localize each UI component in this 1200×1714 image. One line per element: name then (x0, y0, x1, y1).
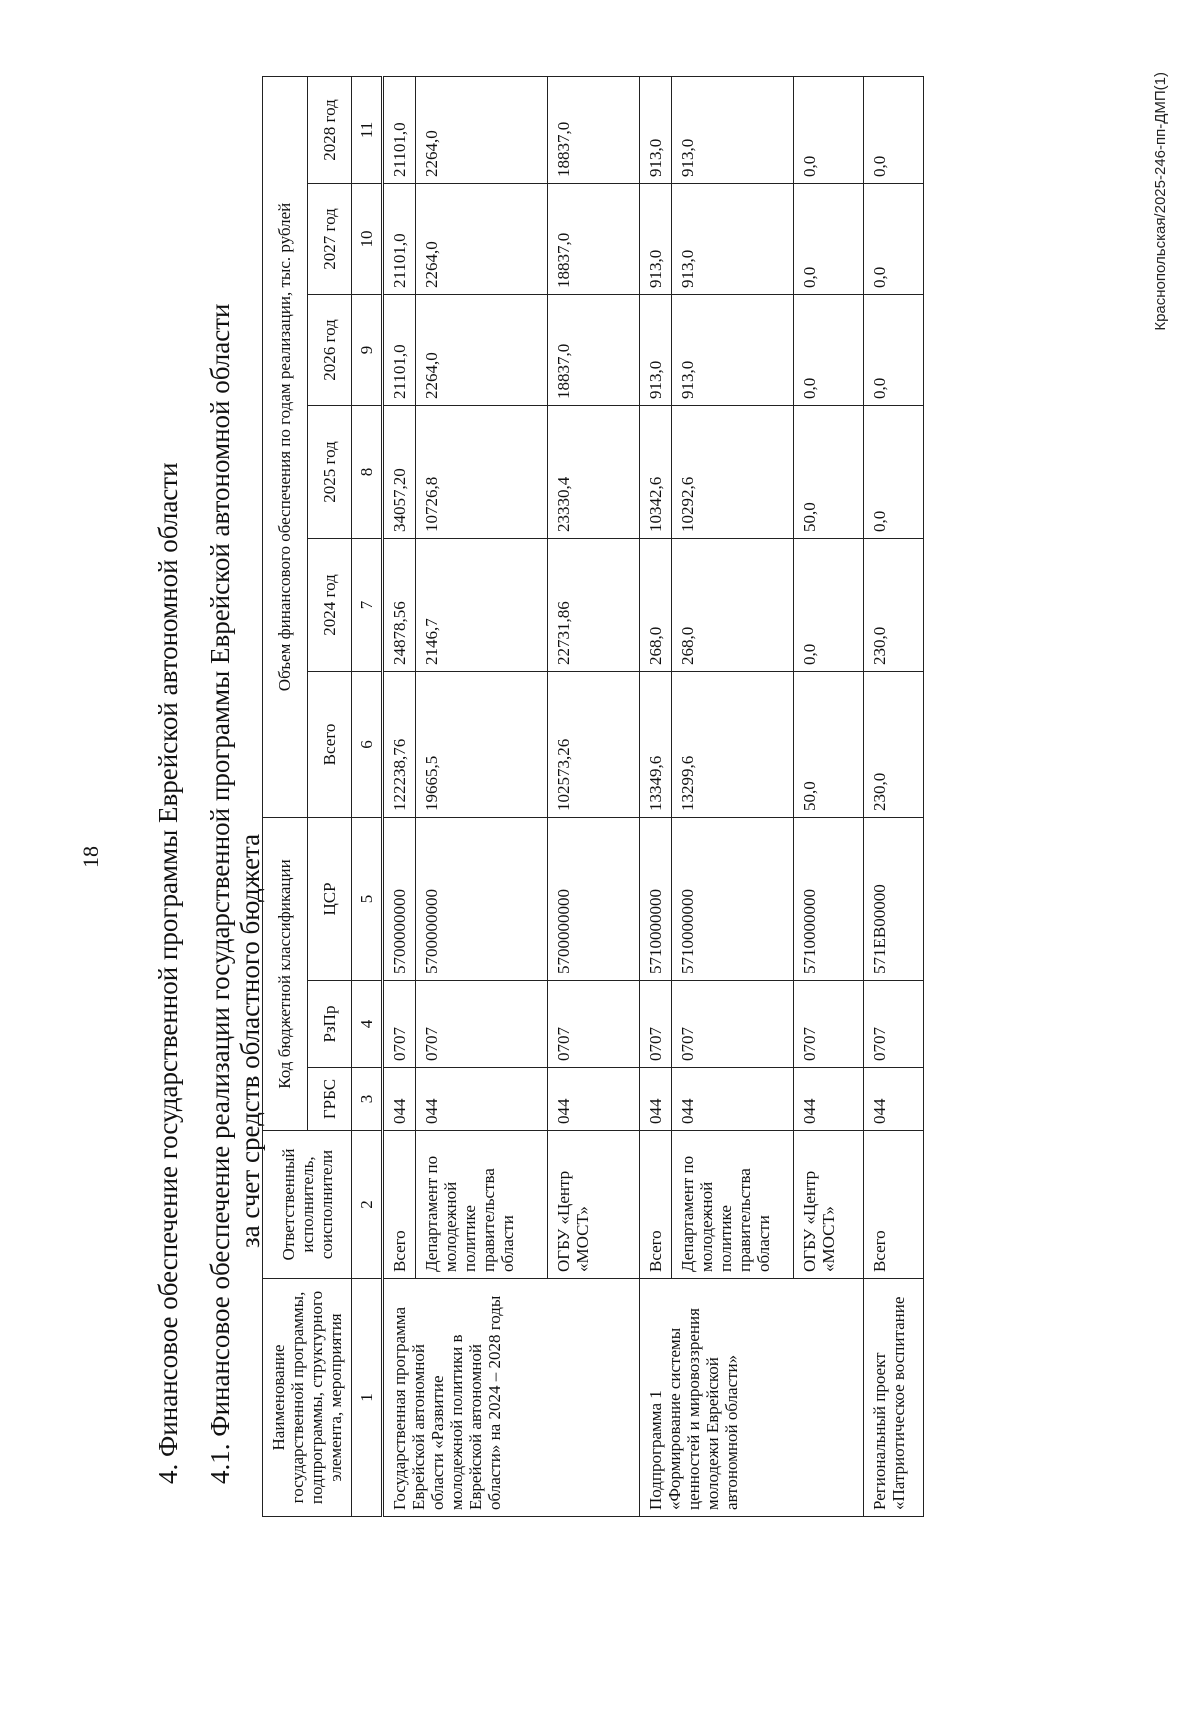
y2027-cell: 0,0 (794, 183, 864, 294)
y2027-cell: 0,0 (864, 183, 924, 294)
financing-table (262, 76, 924, 1517)
y2026-cell: 2264,0 (416, 294, 548, 405)
y2026-cell: 913,0 (672, 294, 794, 405)
responsible-cell: Департамент по молодежной политике правительства области (416, 1131, 548, 1279)
total-cell: 122238,76 (383, 671, 416, 817)
y2025-cell: 10342,6 (640, 405, 672, 538)
header-2026: 2026 год (307, 294, 352, 405)
header-2025: 2025 год (307, 405, 352, 538)
csr-cell: 5710000000 (672, 817, 794, 980)
total-cell: 50,0 (794, 671, 864, 817)
y2024-cell: 2146,7 (416, 538, 548, 671)
y2027-cell: 913,0 (640, 183, 672, 294)
header-2024: 2024 год (307, 538, 352, 671)
y2026-cell: 18837,0 (548, 294, 640, 405)
y2025-cell: 23330,4 (548, 405, 640, 538)
grbs-cell: 044 (672, 1068, 794, 1131)
y2027-cell: 913,0 (672, 183, 794, 294)
rzpr-cell: 0707 (383, 981, 416, 1068)
column-number-row (352, 76, 383, 1516)
total-cell: 102573,26 (548, 671, 640, 817)
csr-cell: 5700000000 (548, 817, 640, 980)
y2027-cell: 18837,0 (548, 183, 640, 294)
grbs-cell: 044 (640, 1068, 672, 1131)
grbs-cell: 044 (383, 1068, 416, 1131)
y2027-cell: 2264,0 (416, 183, 548, 294)
section-heading: 4. Финансовое обеспечение государственной программы Еврейской автономной области (153, 462, 183, 1484)
y2025-cell: 10292,6 (672, 405, 794, 538)
program-name-cell: Подпрограмма 1 «Формирование системы ценностей и мировоззрения молодежи Еврейской автономной области» (640, 1279, 864, 1517)
y2024-cell: 230,0 (864, 538, 924, 671)
grbs-cell: 044 (548, 1068, 640, 1131)
y2026-cell: 0,0 (794, 294, 864, 405)
csr-cell: 5710000000 (794, 817, 864, 980)
grbs-cell: 044 (794, 1068, 864, 1131)
header-2027: 2027 год (307, 183, 352, 294)
header-csr: ЦСР (307, 817, 352, 980)
header-2028: 2028 год (307, 76, 352, 183)
y2028-cell: 913,0 (640, 76, 672, 183)
y2025-cell: 34057,20 (383, 405, 416, 538)
csr-cell: 5700000000 (383, 817, 416, 980)
total-cell: 13299,6 (672, 671, 794, 817)
col-number: 11 (352, 76, 383, 183)
y2024-cell: 0,0 (794, 538, 864, 671)
page-number: 18 (78, 846, 103, 868)
responsible-cell: Департамент по молодежной политике правительства области (672, 1131, 794, 1279)
col-number: 10 (352, 183, 383, 294)
y2028-cell: 913,0 (672, 76, 794, 183)
col-number: 5 (352, 817, 383, 980)
y2025-cell: 50,0 (794, 405, 864, 538)
y2028-cell: 0,0 (864, 76, 924, 183)
y2026-cell: 21101,0 (383, 294, 416, 405)
col-number: 2 (352, 1131, 383, 1279)
total-cell: 230,0 (864, 671, 924, 817)
rzpr-cell: 0707 (794, 981, 864, 1068)
subsection-heading (205, 304, 265, 1485)
y2027-cell: 21101,0 (383, 183, 416, 294)
grbs-cell: 044 (864, 1068, 924, 1131)
grbs-cell: 044 (416, 1068, 548, 1131)
y2028-cell: 0,0 (794, 76, 864, 183)
y2024-cell: 24878,56 (383, 538, 416, 671)
rzpr-cell: 0707 (672, 981, 794, 1068)
col-number: 7 (352, 538, 383, 671)
rzpr-cell: 0707 (864, 981, 924, 1068)
col-number: 4 (352, 981, 383, 1068)
y2024-cell: 268,0 (672, 538, 794, 671)
y2028-cell: 21101,0 (383, 76, 416, 183)
col-number: 8 (352, 405, 383, 538)
header-responsible: Ответственный исполнитель, соисполнители (263, 1131, 352, 1279)
y2026-cell: 913,0 (640, 294, 672, 405)
y2028-cell: 18837,0 (548, 76, 640, 183)
header-budget-code: Код бюджетной классификации (263, 817, 308, 1130)
responsible-cell: ОГБУ «Центр «МОСТ» (548, 1131, 640, 1279)
program-name-cell: Региональный проект «Патриотическое воспитание (864, 1279, 924, 1517)
subsection-heading-line1: 4.1. Финансовое обеспечение реализации государственной программы Еврейской автономной области (205, 303, 235, 1484)
document-footer-code: Краснопольская/2025-246-пп-ДМП(1) (1152, 72, 1169, 331)
rzpr-cell: 0707 (548, 981, 640, 1068)
responsible-cell: Всего (640, 1131, 672, 1279)
col-number: 9 (352, 294, 383, 405)
y2025-cell: 10726,8 (416, 405, 548, 538)
csr-cell: 571EB00000 (864, 817, 924, 980)
col-number: 1 (352, 1279, 383, 1517)
header-total: Всего (307, 671, 352, 817)
col-number: 6 (352, 671, 383, 817)
rzpr-cell: 0707 (640, 981, 672, 1068)
responsible-cell: Всего (864, 1131, 924, 1279)
y2028-cell: 2264,0 (416, 76, 548, 183)
header-volume: Объем финансового обеспечения по годам реализации, тыс. рублей (263, 76, 308, 817)
csr-cell: 5700000000 (416, 817, 548, 980)
program-name-cell: Государственная программа Еврейской автономной области «Развитие молодежной политики в Еврейской автономной области» на 2024 – 2028 годы (383, 1279, 640, 1517)
header-grbs: ГРБС (307, 1068, 352, 1131)
table-row (640, 76, 672, 1516)
table-row (864, 76, 924, 1516)
responsible-cell: Всего (383, 1131, 416, 1279)
y2025-cell: 0,0 (864, 405, 924, 538)
y2024-cell: 22731,86 (548, 538, 640, 671)
subsection-heading-line2: за счет средств областного бюджета (235, 833, 265, 1248)
csr-cell: 5710000000 (640, 817, 672, 980)
responsible-cell: ОГБУ «Центр «МОСТ» (794, 1131, 864, 1279)
y2026-cell: 0,0 (864, 294, 924, 405)
total-cell: 19665,5 (416, 671, 548, 817)
header-rzpr: РзПр (307, 981, 352, 1068)
header-name: Наименование государственной программы, подпрограммы, структурного элемента, мероприятия (263, 1279, 352, 1517)
col-number: 3 (352, 1068, 383, 1131)
y2024-cell: 268,0 (640, 538, 672, 671)
rzpr-cell: 0707 (416, 981, 548, 1068)
total-cell: 13349,6 (640, 671, 672, 817)
table-row (383, 76, 416, 1516)
